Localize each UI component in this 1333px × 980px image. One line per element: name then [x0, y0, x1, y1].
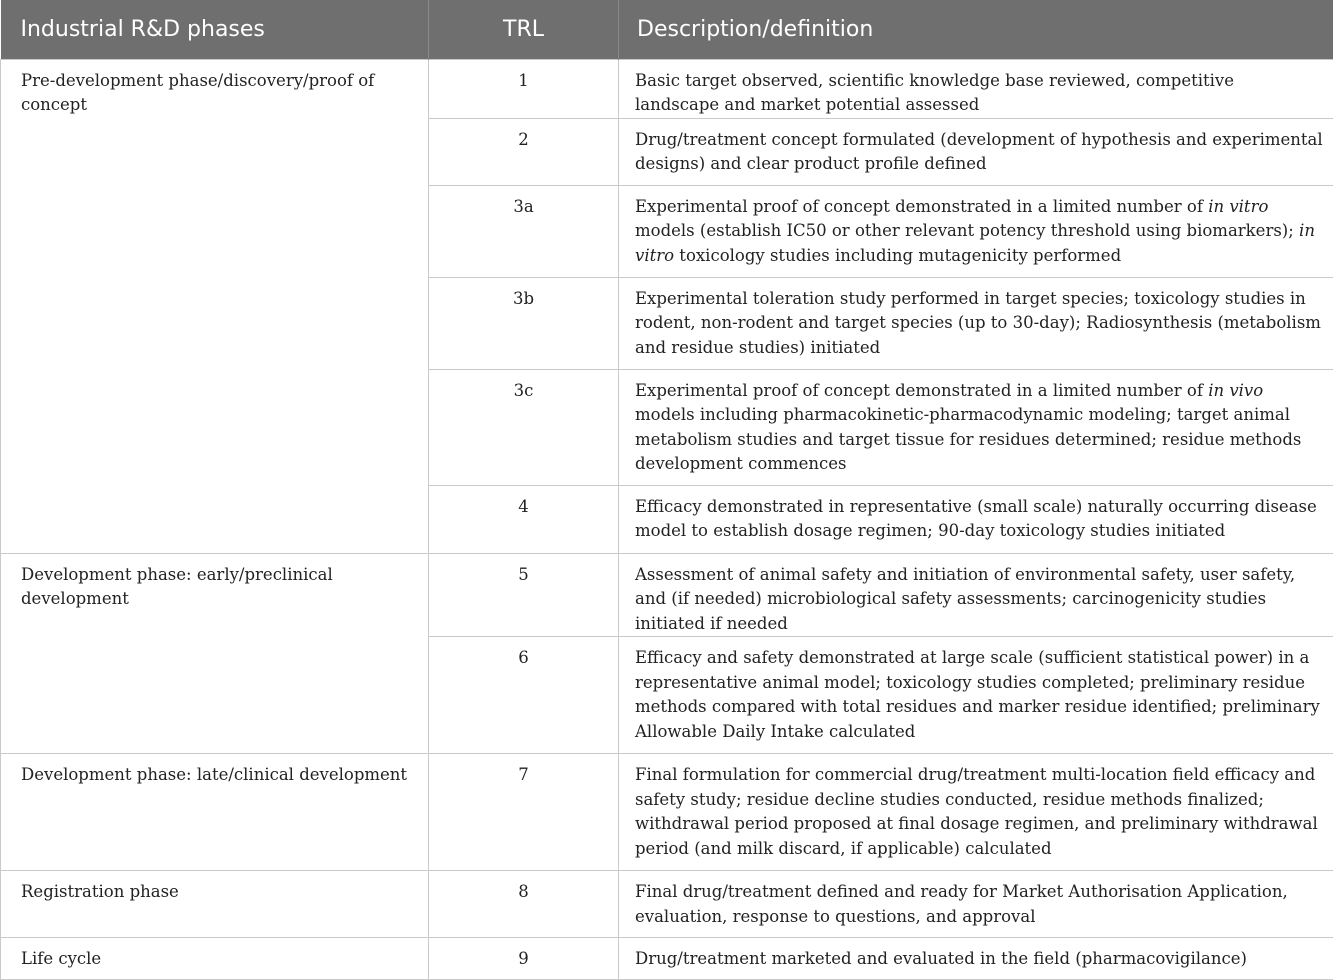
phase-cell: Pre-development phase/discovery/proof of concept — [1, 59, 429, 553]
description-text: Drug/treatment concept formulated (development of hypothesis and experimental designs) and clear product profile defined — [635, 130, 1323, 174]
phase-cell: Life cycle — [1, 938, 429, 980]
header-description: Description/definition — [619, 0, 1333, 59]
description-cell — [619, 485, 1333, 553]
description-text: Experimental proof of concept demonstrated in a limited number of — [635, 197, 1208, 216]
trl-cell: 3b — [429, 277, 619, 369]
table-row — [1, 938, 1333, 980]
trl-cell: 4 — [429, 485, 619, 553]
description-text: Efficacy demonstrated in representative (small scale) naturally occurring disease model to establish dosage regimen; 90-day toxicology studies initiated — [635, 497, 1317, 541]
description-text: Experimental toleration study performed in target species; toxicology studies in rodent, non-rodent and target species (up to 30-day); Radiosynthesis (metabolism and residue studies) initiated — [635, 289, 1321, 357]
description-cell — [619, 754, 1333, 871]
description-italic-term: in vitro — [635, 221, 1315, 265]
description-text: models including pharmacokinetic-pharmacodynamic modeling; target animal metabolism studies and target tissue for residues determined; residue methods development commences — [635, 405, 1301, 473]
description-italic-term: in vivo — [1208, 381, 1263, 400]
description-cell — [619, 637, 1333, 754]
table-row — [1, 59, 1333, 118]
description-cell — [619, 938, 1333, 980]
header-trl: TRL — [429, 0, 619, 59]
trl-cell: 7 — [429, 754, 619, 871]
description-cell — [619, 871, 1333, 938]
description-cell — [619, 185, 1333, 277]
description-text: Drug/treatment marketed and evaluated in the field (pharmacovigilance) — [635, 949, 1247, 968]
trl-cell: 1 — [429, 59, 619, 118]
description-text: Assessment of animal safety and initiation of environmental safety, user safety, and (if needed) microbiological safety assessments; carcinogenicity studies initiated if needed — [635, 565, 1295, 633]
description-text: Final formulation for commercial drug/treatment multi-location field efficacy and safety study; residue decline studies conducted, residue methods finalized; withdrawal period proposed at final dosage regimen, and preliminary withdrawal period (and milk discard, if applicable) calculated — [635, 765, 1318, 858]
table-row — [1, 871, 1333, 938]
trl-cell: 6 — [429, 637, 619, 754]
trl-cell: 2 — [429, 118, 619, 185]
trl-cell: 3c — [429, 369, 619, 485]
phase-cell: Development phase: late/clinical development — [1, 754, 429, 871]
trl-cell: 8 — [429, 871, 619, 938]
description-cell — [619, 59, 1333, 118]
table-row — [1, 754, 1333, 871]
description-text: Final drug/treatment defined and ready for Market Authorisation Application, evaluation, response to questions, and approval — [635, 882, 1288, 926]
description-cell — [619, 118, 1333, 185]
header-row — [1, 0, 1333, 59]
phase-cell: Registration phase — [1, 871, 429, 938]
trl-cell: 3a — [429, 185, 619, 277]
trl-cell: 9 — [429, 938, 619, 980]
table-row — [1, 553, 1333, 637]
description-text: models (establish IC50 or other relevant potency threshold using biomarkers); — [635, 221, 1299, 240]
trl-cell: 5 — [429, 553, 619, 637]
description-cell — [619, 369, 1333, 485]
description-text: Basic target observed, scientific knowledge base reviewed, competitive landscape and market potential assessed — [635, 71, 1234, 115]
header-phase: Industrial R&D phases — [1, 0, 429, 59]
description-text: toxicology studies including mutagenicity performed — [674, 246, 1121, 265]
description-text: Experimental proof of concept demonstrated in a limited number of — [635, 381, 1208, 400]
description-cell — [619, 553, 1333, 637]
description-text: Efficacy and safety demonstrated at large scale (sufficient statistical power) in a representative animal model; toxicology studies completed; preliminary residue methods compared with total residues and marker residue identified; preliminary Allowable Daily Intake calculated — [635, 648, 1320, 741]
description-cell — [619, 277, 1333, 369]
phase-cell: Development phase: early/preclinical development — [1, 553, 429, 754]
description-italic-term: in vitro — [1208, 197, 1268, 216]
